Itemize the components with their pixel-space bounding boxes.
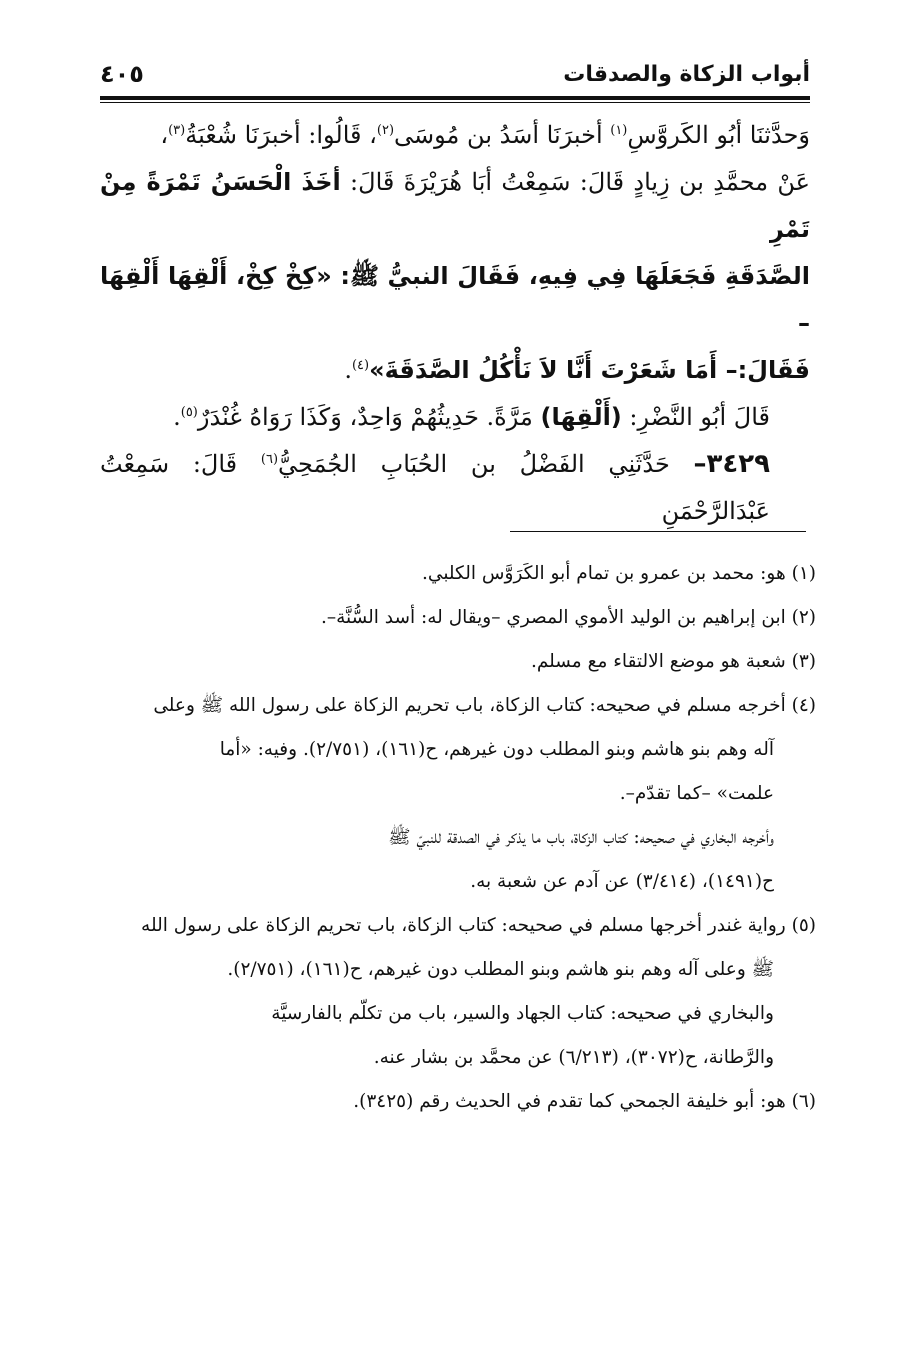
- footnote-ref-5[interactable]: (٥): [180, 405, 198, 420]
- matn-bold: الصَّدَقَةِ فَجَعَلَهَا فِي فِيهِ، فَقَالَ النبيُّ ﷺ: «كِخْ كِخْ، أَلْقِهَا أَلْقِهَا –: [100, 262, 810, 337]
- text-segment: عَنْ محمَّدِ بن زِيادٍ قَالَ: سَمِعْتُ أبَا هُرَيْرَةَ قَالَ:: [340, 168, 810, 196]
- footnote-5-cont: والرَّطانة، ح(٣٠٧٢)، (٦/٢١٣) عن محمَّد بن بشار عنه.: [373, 1047, 774, 1068]
- footnote-1: (١) هو: محمد بن عمرو بن تمام أبو الكَرَوَّس الكلبي.: [422, 563, 816, 584]
- page-number: ٤٠٥: [100, 60, 144, 88]
- footnote-2: (٢) ابن إبراهيم بن الوليد الأموي المصري –ويقال له: أسد السُّنَّة–.: [321, 607, 816, 628]
- matn-bold: أخَذَ الْحَسَنُ تَمْرَةً مِنْ تَمْرِ: [100, 168, 810, 243]
- footnotes: [98, 552, 816, 1124]
- footnote-5-cont: ﷺ وعلى آله وهم بنو هاشم وبنو المطلب دون غيرهم، ح(١٦١)، (٢/٧٥١).: [227, 959, 774, 980]
- text-segment: أخبرَنَا أسَدُ بن مُوسَى: [394, 121, 611, 149]
- text-segment: قَالَ: سَمِعْتُ عَبْدَالرَّحْمَنِ: [100, 450, 770, 525]
- text-line-5: [100, 394, 810, 441]
- running-header: [100, 54, 810, 94]
- footnote-4: (٤) أخرجه مسلم في صحيحه: كتاب الزكاة، باب تحريم الزكاة على رسول الله ﷺ وعلى: [153, 695, 816, 716]
- footnote-4-cont: ح(١٤٩١)، (٣/٤١٤) عن آدم عن شعبة به.: [470, 871, 774, 892]
- footnote-separator: [510, 531, 806, 532]
- text-segment: ،: [160, 121, 169, 149]
- matn-bold: (أَلْقِهَا): [540, 403, 622, 431]
- text-segment: .: [344, 356, 352, 384]
- text-segment: .: [173, 403, 181, 431]
- header-rule-thin: [100, 102, 810, 103]
- footnote-5: (٥) رواية غندر أخرجها مسلم في صحيحه: كتاب الزكاة، باب تحريم الزكاة على رسول الله: [141, 915, 816, 936]
- text-line-3: [100, 253, 810, 347]
- text-segment: ، قَالُوا: أخبرَنَا شُعْبَةُ: [185, 121, 377, 149]
- text-line-6: [100, 441, 810, 535]
- footnote-4-cont: وأخرجه البخاري في صحيحه: كتاب الزكاة، باب ما يذكر في الصدقة للنبيّ ﷺ: [388, 827, 774, 848]
- text-segment: قَالَ أبُو النَّضْرِ:: [621, 403, 770, 431]
- footnote-ref-6[interactable]: (٦): [260, 452, 279, 467]
- footnote-ref-3[interactable]: (٣): [168, 123, 186, 138]
- footnote-4-cont: علمت» –كما تقدّم–.: [619, 783, 774, 804]
- text-line-2: [100, 159, 810, 253]
- text-line-4: [100, 347, 810, 394]
- header-rule-thick: [100, 96, 810, 100]
- footnote-6: (٦) هو: أبو خليفة الجمحي كما تقدم في الحديث رقم (٣٤٢٥).: [353, 1091, 816, 1112]
- footnote-4-cont: آله وهم بنو هاشم وبنو المطلب دون غيرهم، ح(١٦١)، (٢/٧٥١). وفيه: «أما: [219, 739, 774, 760]
- text-segment: وَحدَّثنَا أبُو الكَروَّسِ: [627, 121, 810, 149]
- footnote-5-cont: والبخاري في صحيحه: كتاب الجهاد والسير، باب من تكلّم بالفارسيَّة: [271, 1003, 774, 1024]
- hadith-text: [100, 112, 810, 535]
- footnote-ref-1[interactable]: (١): [610, 123, 628, 138]
- footnote-ref-2[interactable]: (٢): [376, 123, 395, 138]
- text-line-1: [100, 112, 810, 159]
- text-segment: مَرَّةً. حَدِيثُهُمْ وَاحِدٌ، وَكَذَا رَوَاهُ غُنْدَرٌ: [197, 403, 541, 431]
- footnote-3: (٣) شعبة هو موضع الالتقاء مع مسلم.: [530, 651, 816, 672]
- text-segment: حَدَّثَنِي الفَضْلُ بن الحُبَابِ الجُمَحِيُّ: [278, 450, 694, 478]
- matn-bold: فَقَالَ:– أَمَا شَعَرْتَ أَنَّا لاَ نَأْكُلُ الصَّدَقَةَ»: [369, 356, 810, 384]
- chapter-title: أبواب الزكاة والصدقات: [563, 62, 810, 87]
- footnote-ref-4[interactable]: (٤): [351, 358, 370, 373]
- hadith-number: ٣٤٢٩–: [693, 449, 771, 479]
